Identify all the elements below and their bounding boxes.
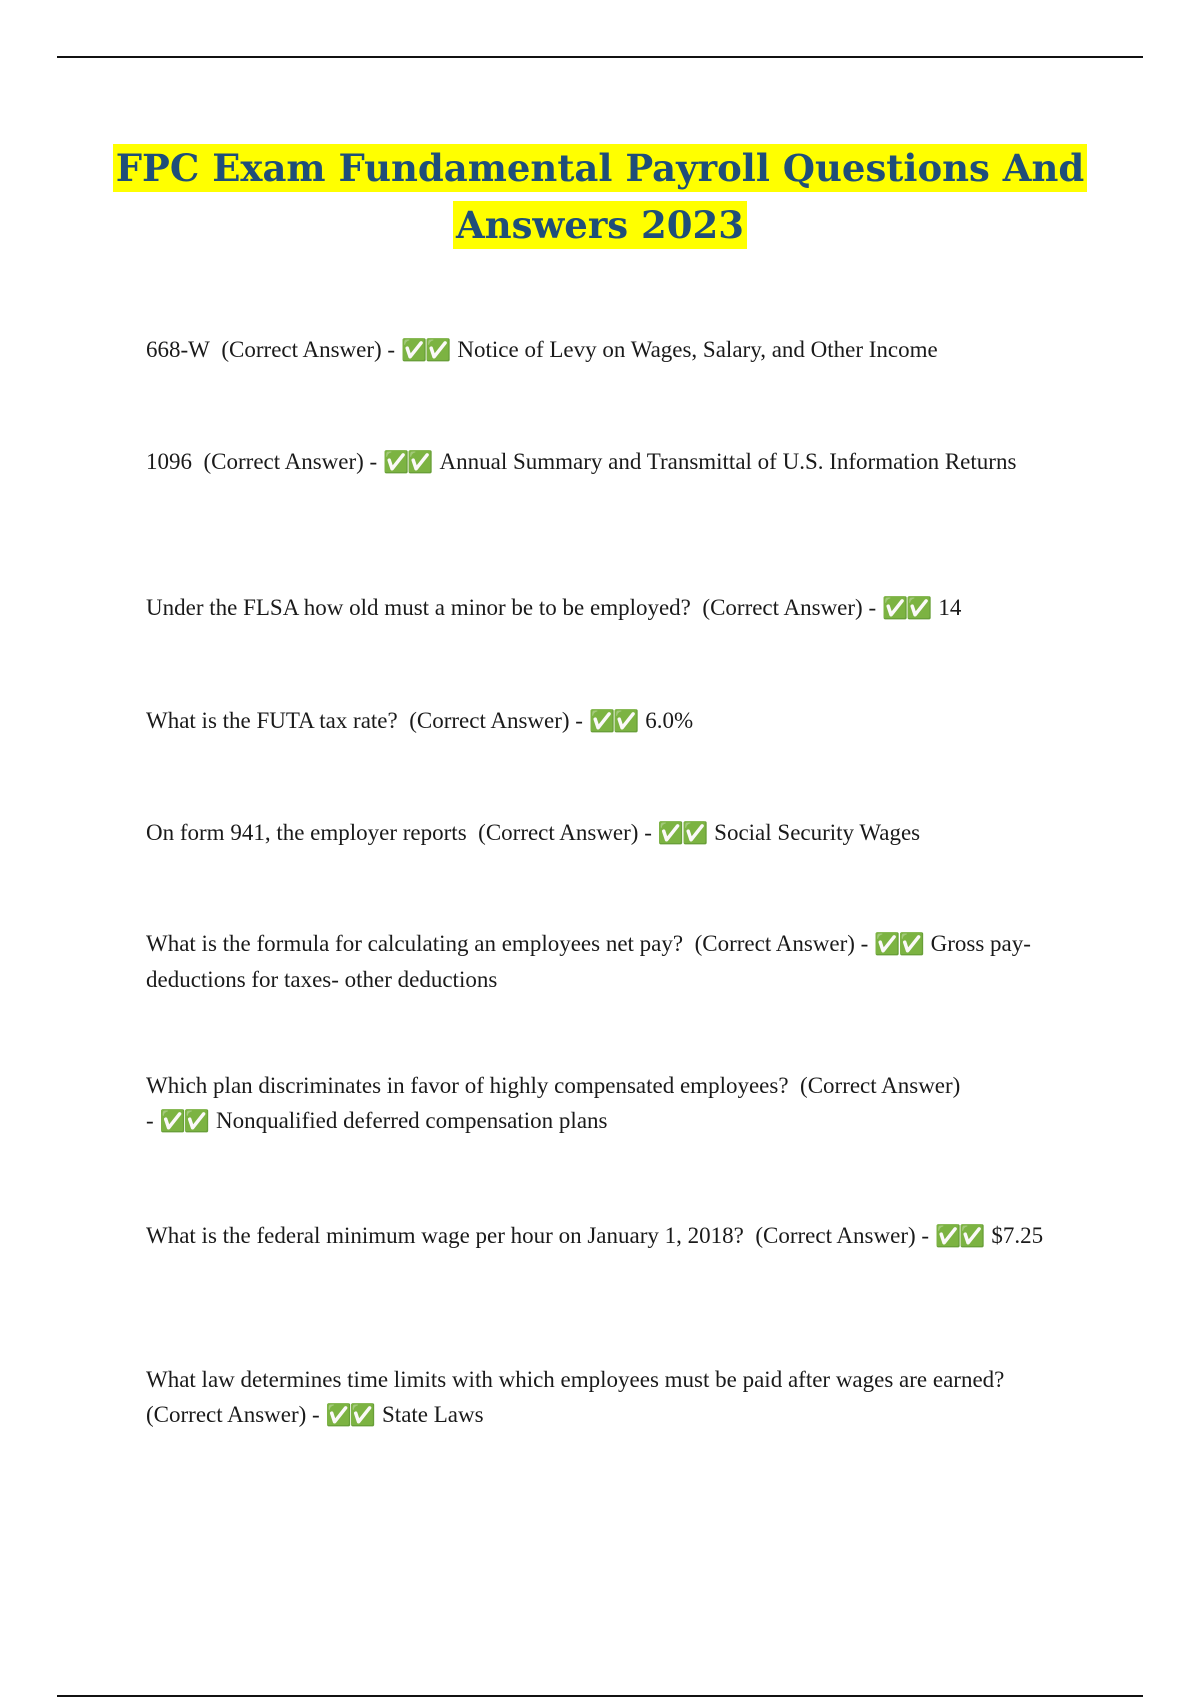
double-check-icon: ✅✅: [159, 1109, 208, 1133]
document-title: [100, 140, 1100, 254]
answer-text: 14: [938, 595, 962, 620]
document-title-text: FPC Exam Fundamental Payroll Questions And Answers 2023: [113, 144, 1087, 249]
double-check-icon: ✅✅: [935, 1224, 984, 1248]
answer-text: Notice of Levy on Wages, Salary, and Other Income: [457, 337, 938, 362]
double-check-icon: ✅✅: [325, 1403, 375, 1427]
qa-entry-6: [146, 926, 1086, 997]
question-text: What is the FUTA tax rate?: [146, 708, 398, 733]
double-check-icon: ✅✅: [383, 450, 432, 474]
question-text: What law determines time limits with which employees must be paid after wages are earned?: [146, 1367, 1005, 1392]
answer-marker: (Correct Answer) -: [221, 337, 396, 362]
top-rule: [57, 56, 1143, 58]
answer-marker: (Correct Answer) -: [409, 708, 583, 733]
answer-text: Gross pay-deductions for taxes- other deductions: [146, 931, 1031, 992]
answer-marker: (Correct Answer) -: [755, 1223, 930, 1248]
answer-marker: (Correct Answer) -: [694, 931, 869, 956]
answer-text: Social Security Wages: [714, 820, 921, 845]
bottom-rule: [57, 1695, 1143, 1697]
answer-marker: (Correct Answer) -: [478, 820, 652, 845]
answer-marker: (Correct Answer) -: [702, 595, 877, 620]
double-check-icon: ✅✅: [874, 932, 923, 956]
qa-entry-4: [146, 703, 1086, 739]
question-text: Which plan discriminates in favor of highly compensated employees?: [146, 1073, 789, 1098]
question-text: Under the FLSA how old must a minor be to be employed?: [146, 595, 691, 620]
answer-marker: (Correct Answer) -: [146, 1073, 961, 1133]
answer-marker: (Correct Answer) -: [203, 449, 378, 474]
qa-entry-9: [146, 1362, 1086, 1433]
question-text: On form 941, the employer reports: [146, 820, 467, 845]
question-text: 668-W: [146, 337, 210, 362]
qa-entry-8: [146, 1218, 1086, 1254]
double-check-icon: ✅✅: [588, 709, 638, 733]
answer-text: $7.25: [991, 1223, 1044, 1248]
qa-entry-5: [146, 815, 1086, 851]
question-text: What is the federal minimum wage per hour on January 1, 2018?: [146, 1223, 744, 1248]
qa-entry-2: [146, 444, 1086, 480]
qa-entry-3: [146, 590, 1086, 626]
answer-text: Annual Summary and Transmittal of U.S. Information Returns: [439, 449, 1017, 474]
question-text: 1096: [146, 449, 192, 474]
qa-entry-1: [146, 332, 1086, 368]
double-check-icon: ✅✅: [401, 338, 450, 362]
answer-text: 6.0%: [645, 708, 694, 733]
qa-entry-7: [146, 1068, 1086, 1139]
answer-text: State Laws: [382, 1402, 484, 1427]
double-check-icon: ✅✅: [882, 596, 931, 620]
answer-text: Nonqualified deferred compensation plans: [215, 1108, 608, 1133]
double-check-icon: ✅✅: [657, 821, 707, 845]
question-text: What is the formula for calculating an employees net pay?: [146, 931, 684, 956]
answer-marker: (Correct Answer) -: [146, 1402, 320, 1427]
